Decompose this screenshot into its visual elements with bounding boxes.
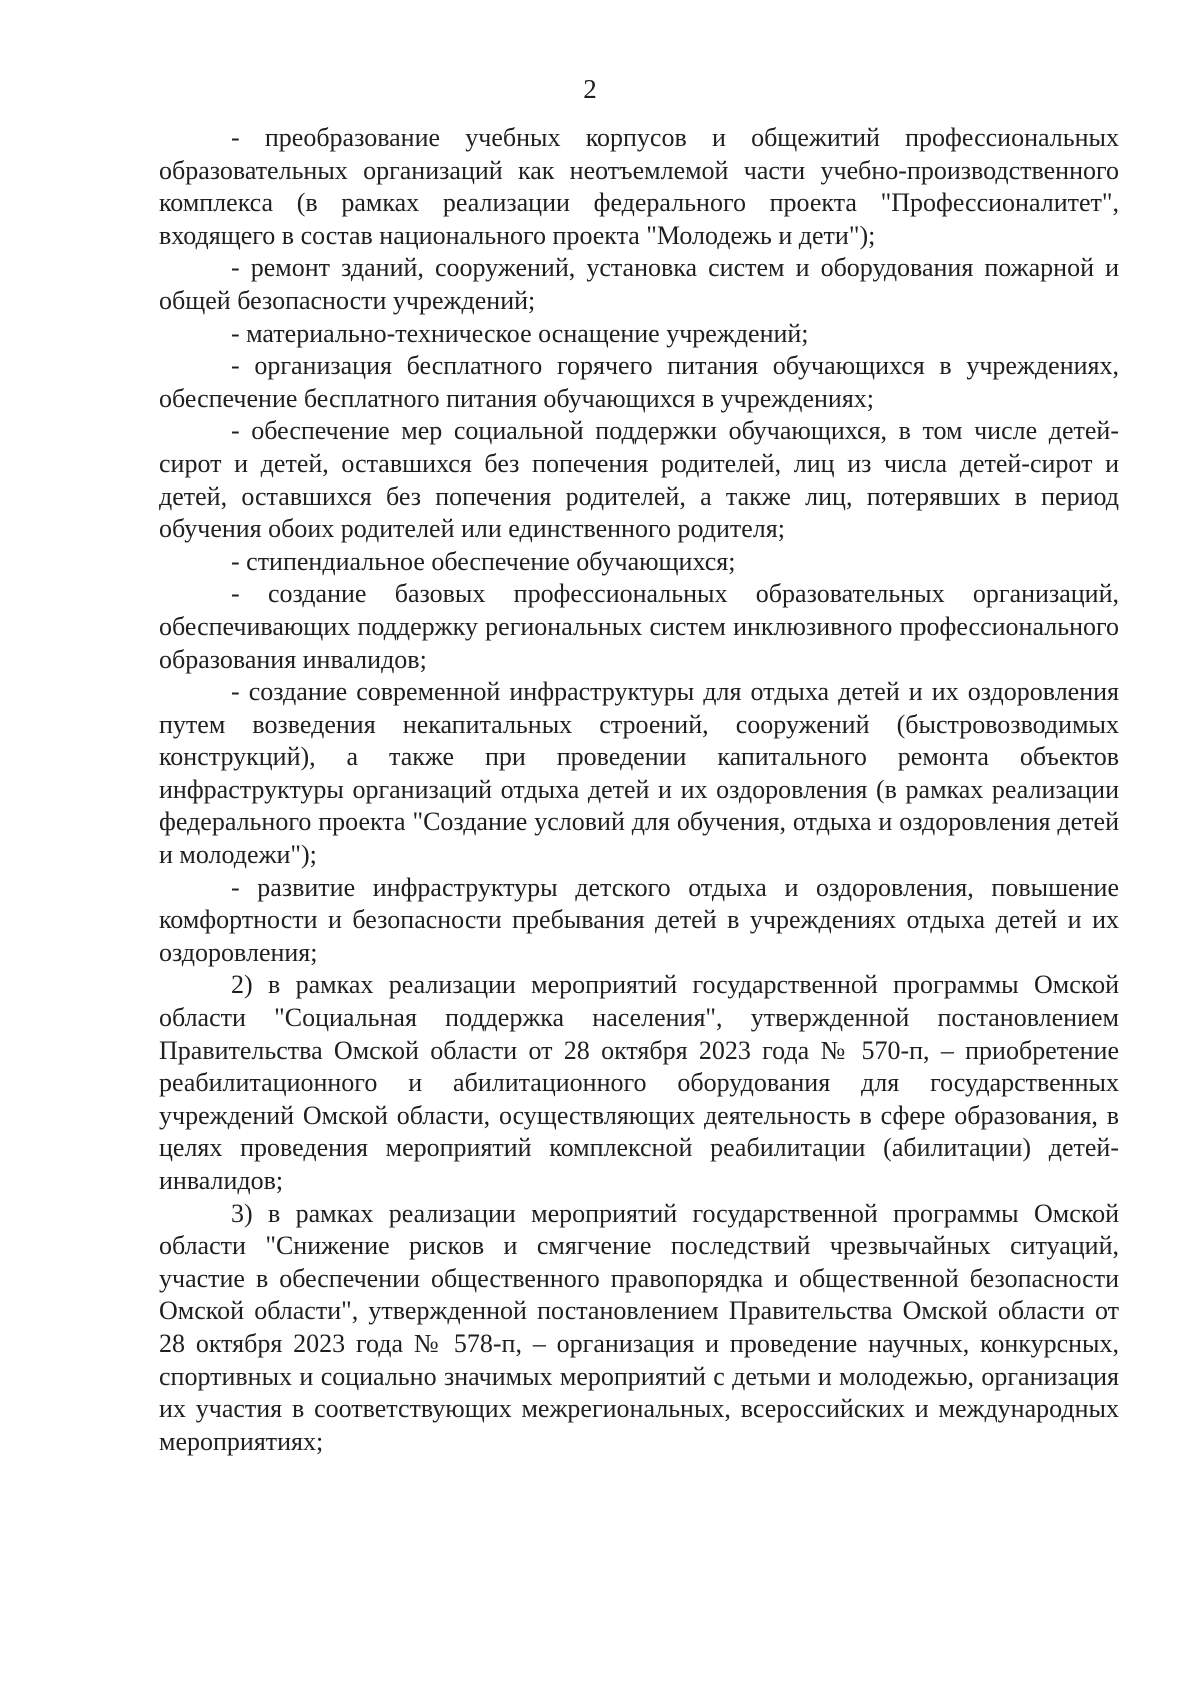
paragraph-item-2: 2) в рамках реализации мероприятий государственной программы Омской области "Социальная поддержка населения", утвержденной постановлением Правительства Омской области от 28 октября 2023 года № 570-п, – приобретение реабилитационного и абилитационного оборудования для государственных учреждений Омской области, осуществляющих деятельность в сфере образования, в целях проведения мероприятий комплексной реабилитации (абилитации) детей-инвалидов; [159, 970, 1119, 1195]
paragraph-fire-safety: - ремонт зданий, сооружений, установка систем и оборудования пожарной и общей безопасности учреждений; [159, 253, 1119, 315]
paragraph-stipend: - стипендиальное обеспечение обучающихся; [231, 546, 736, 576]
paragraph-free-meals: - организация бесплатного горячего питания обучающихся в учреждениях, обеспечение бесплатного питания обучающихся в учреждениях; [159, 351, 1119, 413]
paragraph-professionalitet: - преобразование учебных корпусов и общежитий профессиональных образовательных организаций как неотъемлемой части учебно-производственного комплекса (в рамках реализации федерального проекта "Профессионалитет", входящего в состав национального проекта "Молодежь и дети"); [159, 123, 1119, 250]
paragraph-inclusive-education: - создание базовых профессиональных образовательных организаций, обеспечивающих поддержку региональных систем инклюзивного профессионального образования инвалидов; [159, 579, 1119, 674]
page-number: 2 [583, 74, 597, 104]
document-body [159, 122, 1119, 1458]
paragraph-social-support: - обеспечение мер социальной поддержки обучающихся, в том числе детей-сирот и детей, оставшихся без попечения родителей, лиц из числа детей-сирот и детей, оставшихся без попечения родителей, а также лиц, потерявших в период обучения обоих родителей или единственного родителя; [159, 416, 1119, 544]
paragraph-equipment: - материально-техническое оснащение учреждений; [231, 318, 809, 348]
paragraph-recreation-development: - развитие инфраструктуры детского отдыха и оздоровления, повышение комфортности и безопасности пребывания детей в учреждениях отдыха детей и их оздоровления; [159, 872, 1119, 967]
paragraph-recreation-infrastructure: - создание современной инфраструктуры для отдыха детей и их оздоровления путем возведения некапитальных строений, сооружений (быстровозводимых конструкций), а также при проведении капитального ремонта объектов инфраструктуры организаций отдыха детей и их оздоровления (в рамках реализации федерального проекта "Создание условий для обучения, отдыха и оздоровления детей и молодежи"); [159, 677, 1119, 870]
paragraph-item-3: 3) в рамках реализации мероприятий государственной программы Омской области "Снижение рисков и смягчение последствий чрезвычайных ситуаций, участие в обеспечении общественного правопорядка и общественной безопасности Омской области", утвержденной постановлением Правительства Омской области от 28 октября 2023 года № 578-п, – организация и проведение научных, конкурсных, спортивных и социально значимых мероприятий с детьми и молодежью, организация их участия в соответствующих межрегиональных, всероссийских и международных мероприятиях; [159, 1198, 1119, 1456]
